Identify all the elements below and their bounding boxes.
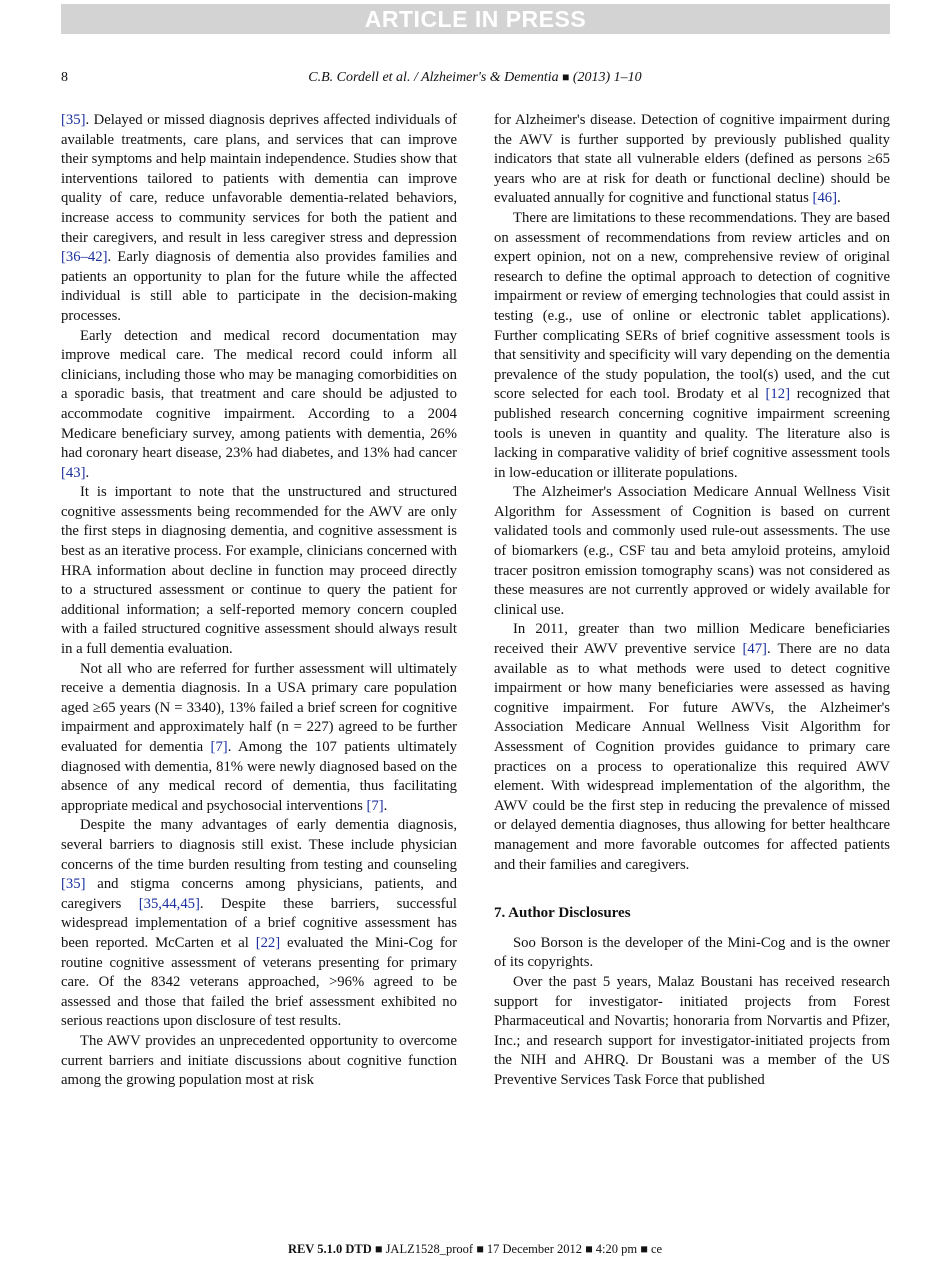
square-glyph: ■ xyxy=(562,70,570,84)
square-glyph: ■ xyxy=(640,1242,648,1256)
square-glyph: ■ xyxy=(374,1242,383,1256)
citation-link[interactable]: [12] xyxy=(765,386,790,403)
paragraph: Not all who are referred for further assessment will ultimately receive a dementia diagnosis. In a USA primary care population aged ≥65 years (N = 3340), 13% failed a brief screen for cognitive impairment and approximately half (n = 227) agreed to be further evaluated for dementia [7]. Among the 107 patients ultimately diagnosed with dementia, 81% were newly diagnosed based on the absence of any medical record of dementia, thus facilitating appropriate medical and psychosocial interventions [7]. xyxy=(61,660,457,814)
citation-link[interactable]: [35] xyxy=(61,112,86,128)
paragraph: In 2011, greater than two million Medicare beneficiaries received their AWV preventive service [47]. There are no data available as to what methods were used to detect cognitive impairment or how many beneficiaries were assessed as having cognitive impairment. For future AWVs, the Alzheimer's Association Medicare Annual Wellness Visit Algorithm for Assessment of Cognition provides guidance to primary care practices on a process to operationalize this required AWV element. With widespread implementation of the algorithm, the AWV could be the first step in reducing the prevalence of missed or delayed dementia diagnoses, thus allowing for better healthcare management and more favorable outcomes for affected patients and their families and caregivers. xyxy=(494,621,891,873)
citation-link[interactable]: [46] xyxy=(812,190,838,207)
square-glyph: ■ xyxy=(476,1242,484,1256)
heading-spacer xyxy=(494,924,890,934)
paragraph: There are limitations to these recommendations. They are based on assessment of recommendations from review articles and on expert opinion, not on a new, comprehensive review of original research to define the optimal approach to detection of cognitive impairment or review of emerging technologies that could assist in testing (e.g., use of online or electronic tablet applications). Further complicating SERs of brief cognitive assessment tools is that sensitivity and specificity will vary depending on the dementia prevalence of the study population, the tool(s) used, and the cut score selected for each tool. Brodaty et al [12] recognized that published research concerning cognitive impairment screening tools is uneven in quantity and quality. The literature also is lacking in comparative validity of brief cognitive assessment tools in low-education or illiterate populations. xyxy=(494,209,890,481)
citation-link[interactable]: [47] xyxy=(742,641,767,658)
footer-time: 4:20 pm xyxy=(595,1242,638,1256)
right-column xyxy=(494,111,890,1091)
paragraph: The AWV provides an unprecedented opportunity to overcome current barriers and initiate discussions about cognitive function among the growing population most at risk xyxy=(61,1032,457,1089)
paragraph: The Alzheimer's Association Medicare Annual Wellness Visit Algorithm for Assessment of Cognition is based on current validated tools and commonly used rule-out assessments. The use of biomarkers (e.g., CSF tau and beta amyloid proteins, amyloid tracer positron emission tomography scans) was not considered as these measures are not currently approved or widely available for clinical use. xyxy=(494,484,890,618)
footer-rev: REV 5.1.0 DTD xyxy=(287,1242,372,1256)
article-in-press-banner: ARTICLE IN PRESS xyxy=(61,4,890,34)
running-head xyxy=(0,70,950,86)
left-column xyxy=(61,111,457,1091)
citation-link[interactable]: [35,44,45] xyxy=(138,895,200,912)
footer-code: ce xyxy=(650,1242,663,1256)
paragraph: Over the past 5 years, Malaz Boustani has received research support for investigator- initiated projects from Forest Pharmaceutical and Novartis; honoraria from Norvartis and Pfizer, Inc.; and research support for investigator-initiated projects from the NIH and AHRQ. Dr Boustani was a member of the US Preventive Services Task Force that published xyxy=(494,973,890,1088)
section-heading: 7. Author Disclosures xyxy=(494,905,631,922)
square-glyph: ■ xyxy=(585,1242,593,1256)
footer-date: 17 December 2012 xyxy=(486,1242,582,1256)
paragraph: It is important to note that the unstructured and structured cognitive assessments being recommended for the AWV are only the first steps in diagnosing dementia, and cognitive assessment is best as an iterative process. For example, clinicians concerned with HRA information about decline in function may proceed directly to a structured assessment or continue to query the patient for additional information; a self-reported memory concern coupled with a failed structured cognitive assessment should always result in a full dementia evaluation. xyxy=(61,484,457,658)
running-head-year: (2013) 1–10 xyxy=(572,70,642,85)
footer-proof-id: JALZ1528_proof xyxy=(385,1242,474,1256)
citation-link[interactable]: [36–42] xyxy=(61,249,108,266)
paragraph: Early detection and medical record documentation may improve medical care. The medical record could inform all clinicians, including those who may be managing comorbidities on a sporadic basis, that treatment and care should be adjusted to accommodate cognitive impairment. According to a 2004 Medicare beneficiary survey, among patients with dementia, 26% had coronary heart disease, 23% had diabetes, and 13% had cancer [43]. xyxy=(61,327,457,481)
citation-link[interactable]: [22] xyxy=(255,934,281,951)
paragraph: Despite the many advantages of early dementia diagnosis, several barriers to diagnosis still exist. These include physician concerns of the time burden resulting from testing and counseling [35] and stigma concerns among physicians, patients, and caregivers [35,44,45]. Despite these barriers, successful widespread implementation of a brief cognitive assessment has been reported. McCarten et al [22] evaluated the Mini-Cog for routine cognitive assessment of veterans presenting for primary care. Of the 8342 veterans approached, >96% agreed to be assessed and those that failed the brief assessment exhibited no serious reactions upon disclosure of test results. xyxy=(61,817,457,1030)
citation-link[interactable]: [35] xyxy=(61,876,86,893)
section-spacer xyxy=(494,875,890,904)
citation-link[interactable]: [7] xyxy=(366,797,384,814)
paragraph: Soo Borson is the developer of the Mini-Cog and is the owner of its copyrights. xyxy=(494,934,890,971)
paragraph: for Alzheimer's disease. Detection of cognitive impairment during the AWV is further supported by previously published quality indicators that state all vulnerable elders (defined as persons ≥65 years who are at risk for death or functional decline) should be evaluated annually for cognitive and functional status [46]. xyxy=(494,112,890,207)
running-head-authors: C.B. Cordell et al. / Alzheimer's & Dementia xyxy=(308,70,559,85)
proof-footer xyxy=(0,1242,950,1257)
paragraph: [35]. Delayed or missed diagnosis deprives affected individuals of available treatments, care plans, and services that can improve their symptoms and help maintain independence. Studies show that interventions tailored to patients with dementia can improve quality of care, reduce unfavorable dementia-related behaviors, increase access to community services for both the patient and their caregivers, and result in less caregiver stress and depression [36–42]. Early diagnosis of dementia also provides families and patients an opportunity to plan for the future while the affected individual is still able to participate in the decision-making processes. xyxy=(61,112,457,324)
page-number: 8 xyxy=(61,70,68,85)
citation-link[interactable]: [7] xyxy=(210,739,228,755)
citation-link[interactable]: [43] xyxy=(61,464,86,481)
